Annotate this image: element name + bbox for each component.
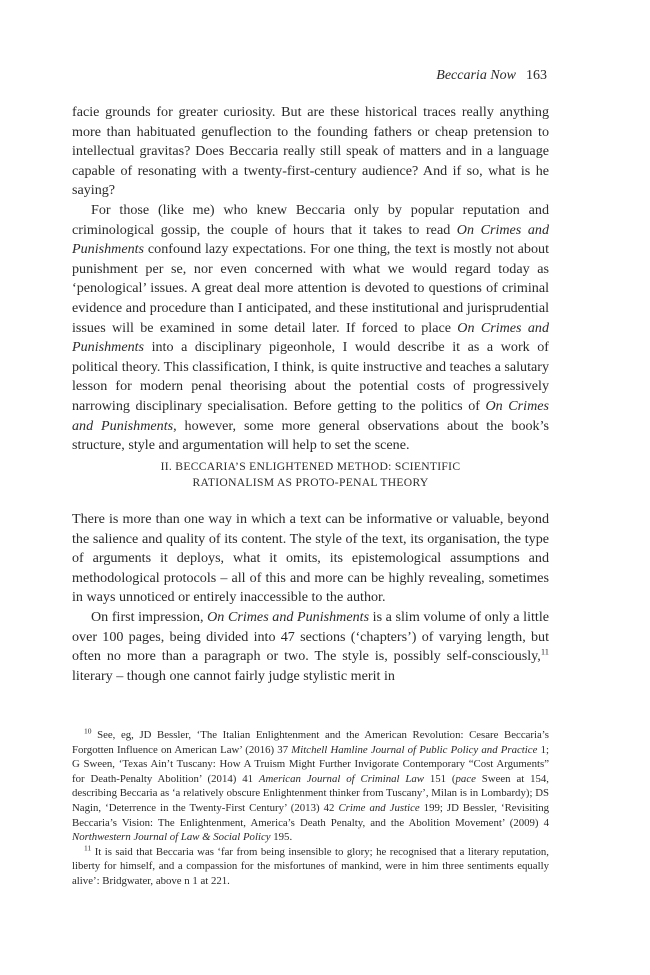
footnote-number: 11: [84, 843, 92, 853]
text-run: See, eg, JD Bessler, ‘The Italian Enlightenment and the American Revolution: Cesare Beccaria’s Forgotten Influence on American Law’ (2016) 37: [72, 729, 549, 756]
text-run: For those (like me) who knew Beccaria only by popular reputation and criminological gossip, the couple of hours that it takes to read: [72, 201, 549, 238]
text-run: Sween at 154, describing Beccaria as ‘a relatively obscure Enlightenment thinker from Tuscany’, Milan is in Lombardy); DS Nagin, ‘Deterrence in the Twenty-First Century’ (2013) 42: [72, 772, 550, 814]
journal-title: Mitchell Hamline Journal of Public Policy and Practice: [291, 743, 538, 756]
body-text-upper: [72, 103, 549, 456]
paragraph-2: [72, 201, 549, 456]
text-run: 1; G Sween, ‘Texas Ain’t Tuscany: How A Truism Might Further Invigorate Contemporary “Cost Arguments” for Death-Penalty Abolition’ (2014) 41: [72, 743, 549, 785]
text-run: 151 (: [423, 772, 456, 785]
footnote-10: [72, 728, 549, 845]
text-run: 195.: [270, 831, 293, 844]
book-title: On Crimes and Punishments: [72, 319, 549, 356]
body-text-lower: [72, 510, 549, 686]
text-run: is a slim volume of only a little over 100 pages, being divided into 47 sections (‘chapters’) of varying length, but often no more than a paragraph or two. The style is, possibly self-consciously,: [72, 608, 549, 665]
journal-title: Crime and Justice: [338, 801, 420, 814]
running-title: Beccaria Now: [436, 68, 516, 83]
journal-title: Northwestern Journal of Law & Social Policy: [72, 831, 271, 844]
text-run: into a disciplinary pigeonhole, I would describe it as a work of political theory. This classification, I think, is quite instructive and teaches a salutary lesson for modern penal theorising about the potential costs of progressively narrowing disciplinary specialisation. Before getting to the politics of: [72, 339, 549, 414]
text-run: On first impression,: [91, 608, 208, 625]
footnotes: [72, 728, 549, 889]
text-run: 199; JD Bessler, ‘Revisiting Beccaria’s Vision: The Enlightenment, America’s Death Penalty, and the Abolition Movement’ (2009) 4: [72, 801, 549, 829]
book-title: On Crimes and Punishments: [207, 608, 370, 625]
book-title: On Crimes and Punishments: [72, 397, 549, 434]
paragraph-3: There is more than one way in which a text can be informative or valuable, beyond the salience and quality of its content. The style of the text, its organisation, the type of arguments it deploys, what it omits, its epistemological assumptions and methodological protocols – all of this and more can be highly revealing, sometimes in ways unnoticed or entirely inaccessible to the author.: [72, 511, 549, 606]
footnote-11: [72, 845, 549, 889]
section-heading-line-2: RATIONALISM AS PROTO-PENAL THEORY: [192, 476, 429, 489]
footnote-number: 10: [84, 726, 92, 736]
journal-title: American Journal of Criminal Law: [258, 772, 424, 785]
text-run: literary – though one cannot fairly judge stylistic merit in: [72, 667, 395, 684]
section-heading: [72, 459, 549, 491]
section-heading-line-1: II. BECCARIA’S ENLIGHTENED METHOD: SCIENTIFIC: [160, 460, 461, 473]
text-run: It is said that Beccaria was ‘far from being insensible to glory; he recognised that a literary reputation, liberty for himself, and a compassion for the misfortunes of mankind, were in him three sentiments equally alive’: Bridgwater, above n 1 at 221.: [72, 845, 549, 887]
running-header: [72, 68, 547, 88]
text-run: , however, some more general observations about the book’s structure, style and argumentation will help to set the scene.: [72, 417, 549, 454]
footnote-ref-11: 11: [540, 646, 549, 657]
book-title: On Crimes and Punishments: [72, 221, 549, 258]
paragraph-1: facie grounds for greater curiosity. But are these historical traces really anything more than habituated genuflection to the founding fathers or cheap pretension to intellectual gravitas? Does Beccaria really still speak of matters and in a language capable of resonating with a twenty-first-century audience? And if so, what is he saying?: [72, 104, 549, 199]
paragraph-4: [72, 608, 549, 686]
page-number: 163: [526, 68, 547, 83]
text-run: confound lazy expectations. For one thing, the text is mostly not about punishment per se, nor even concerned with what we would regard today as ‘penological’ issues. A great deal more attention is devoted to questions of criminal evidence and procedure than I anticipated, and these institutional and jurisprudential issues will be examined in some detail later. If forced to place: [72, 241, 549, 336]
latin-term: pace: [455, 772, 476, 785]
